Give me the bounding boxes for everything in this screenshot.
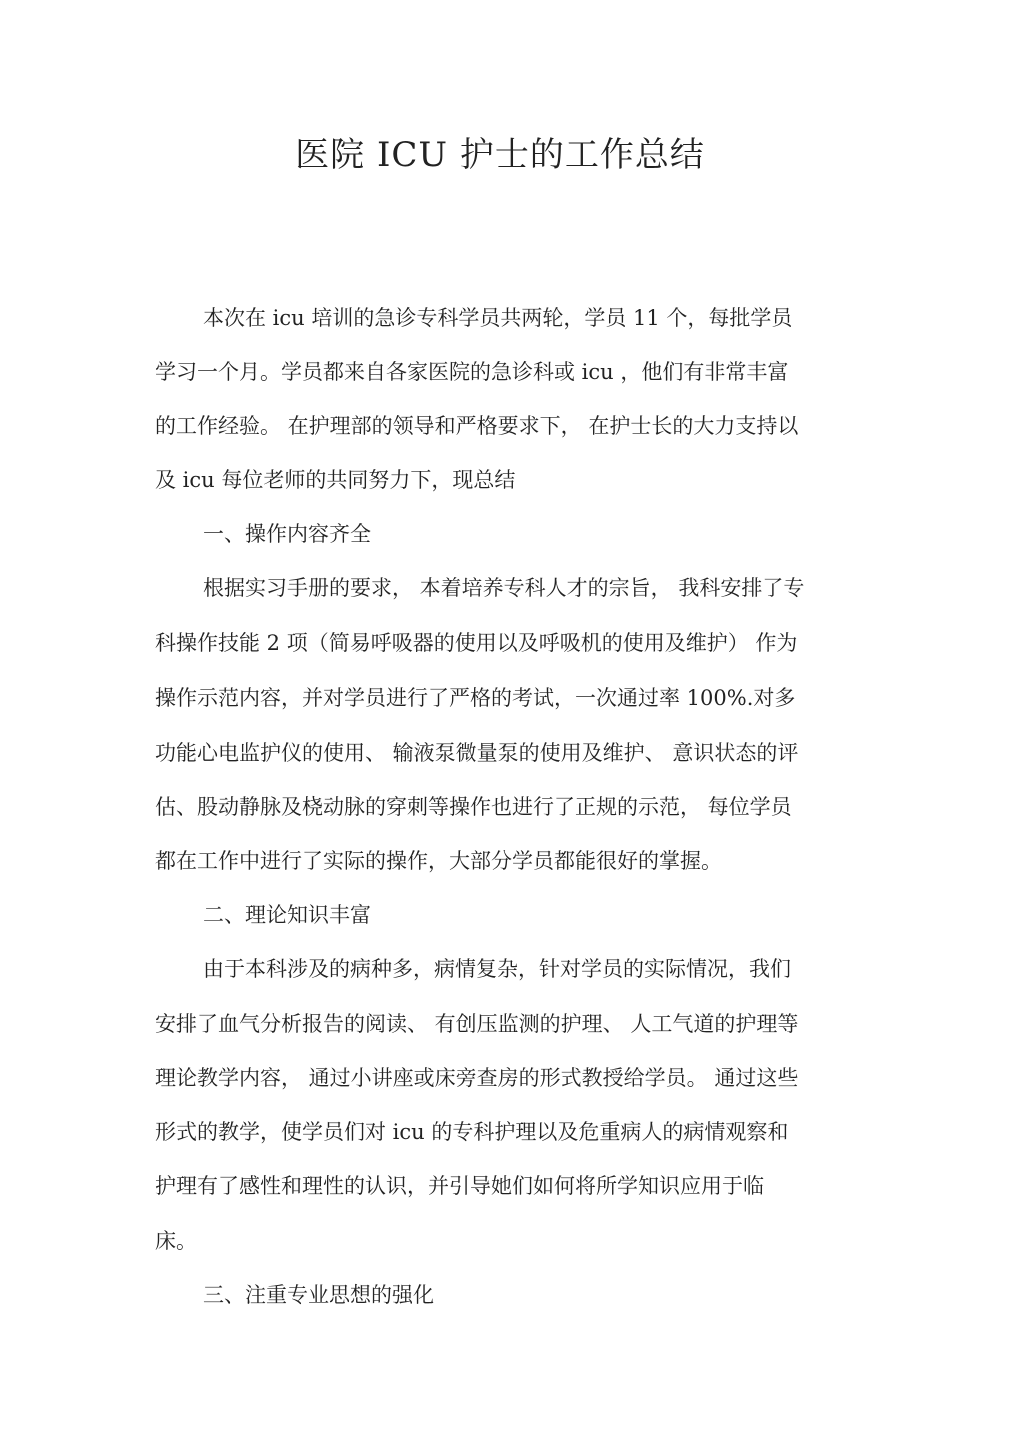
paragraph-line: 操作示范内容，并对学员进行了严格的考试，一次通过率 100%.对多 — [155, 686, 796, 710]
paragraph-line: 安排了血气分析报告的阅读、 有创压监测的护理、 人工气道的护理等 — [155, 1012, 799, 1036]
paragraph-line: 床。 — [155, 1229, 197, 1253]
paragraph-line: 护理有了感性和理性的认识，并引导她们如何将所学知识应用于临 — [155, 1174, 764, 1198]
section-heading: 二、理论知识丰富 — [203, 903, 371, 927]
section-heading: 一、操作内容齐全 — [203, 522, 371, 546]
paragraph-line: 形式的教学，使学员们对 icu 的专科护理以及危重病人的病情观察和 — [155, 1120, 789, 1144]
paragraph-line: 功能心电监护仪的使用、 输液泵微量泵的使用及维护、 意识状态的评 — [155, 741, 799, 765]
paragraph-line: 学习一个月。学员都来自各家医院的急诊科或 icu ，他们有非常丰富 — [155, 360, 789, 384]
paragraph-line: 都在工作中进行了实际的操作，大部分学员都能很好的掌握。 — [155, 849, 722, 873]
paragraph-line: 及 icu 每位老师的共同努力下，现总结 — [155, 468, 516, 492]
paragraph-line: 估、股动静脉及桡动脉的穿刺等操作也进行了正规的示范， 每位学员 — [155, 795, 792, 819]
document-title: 医院 ICU 护士的工作总结 — [295, 135, 705, 175]
paragraph-line: 的工作经验。 在护理部的领导和严格要求下， 在护士长的大力支持以 — [155, 414, 799, 438]
paragraph-line: 科操作技能 2 项（简易呼吸器的使用以及呼吸机的使用及维护） 作为 — [155, 631, 798, 655]
section-heading: 三、注重专业思想的强化 — [203, 1283, 434, 1307]
paragraph-line: 由于本科涉及的病种多，病情复杂，针对学员的实际情况，我们 — [203, 957, 791, 981]
paragraph-line: 根据实习手册的要求， 本着培养专科人才的宗旨， 我科安排了专 — [203, 576, 805, 600]
paragraph-line: 本次在 icu 培训的急诊专科学员共两轮，学员 11 个，每批学员 — [203, 306, 793, 330]
paragraph-line: 理论教学内容， 通过小讲座或床旁查房的形式教授给学员。 通过这些 — [155, 1066, 799, 1090]
